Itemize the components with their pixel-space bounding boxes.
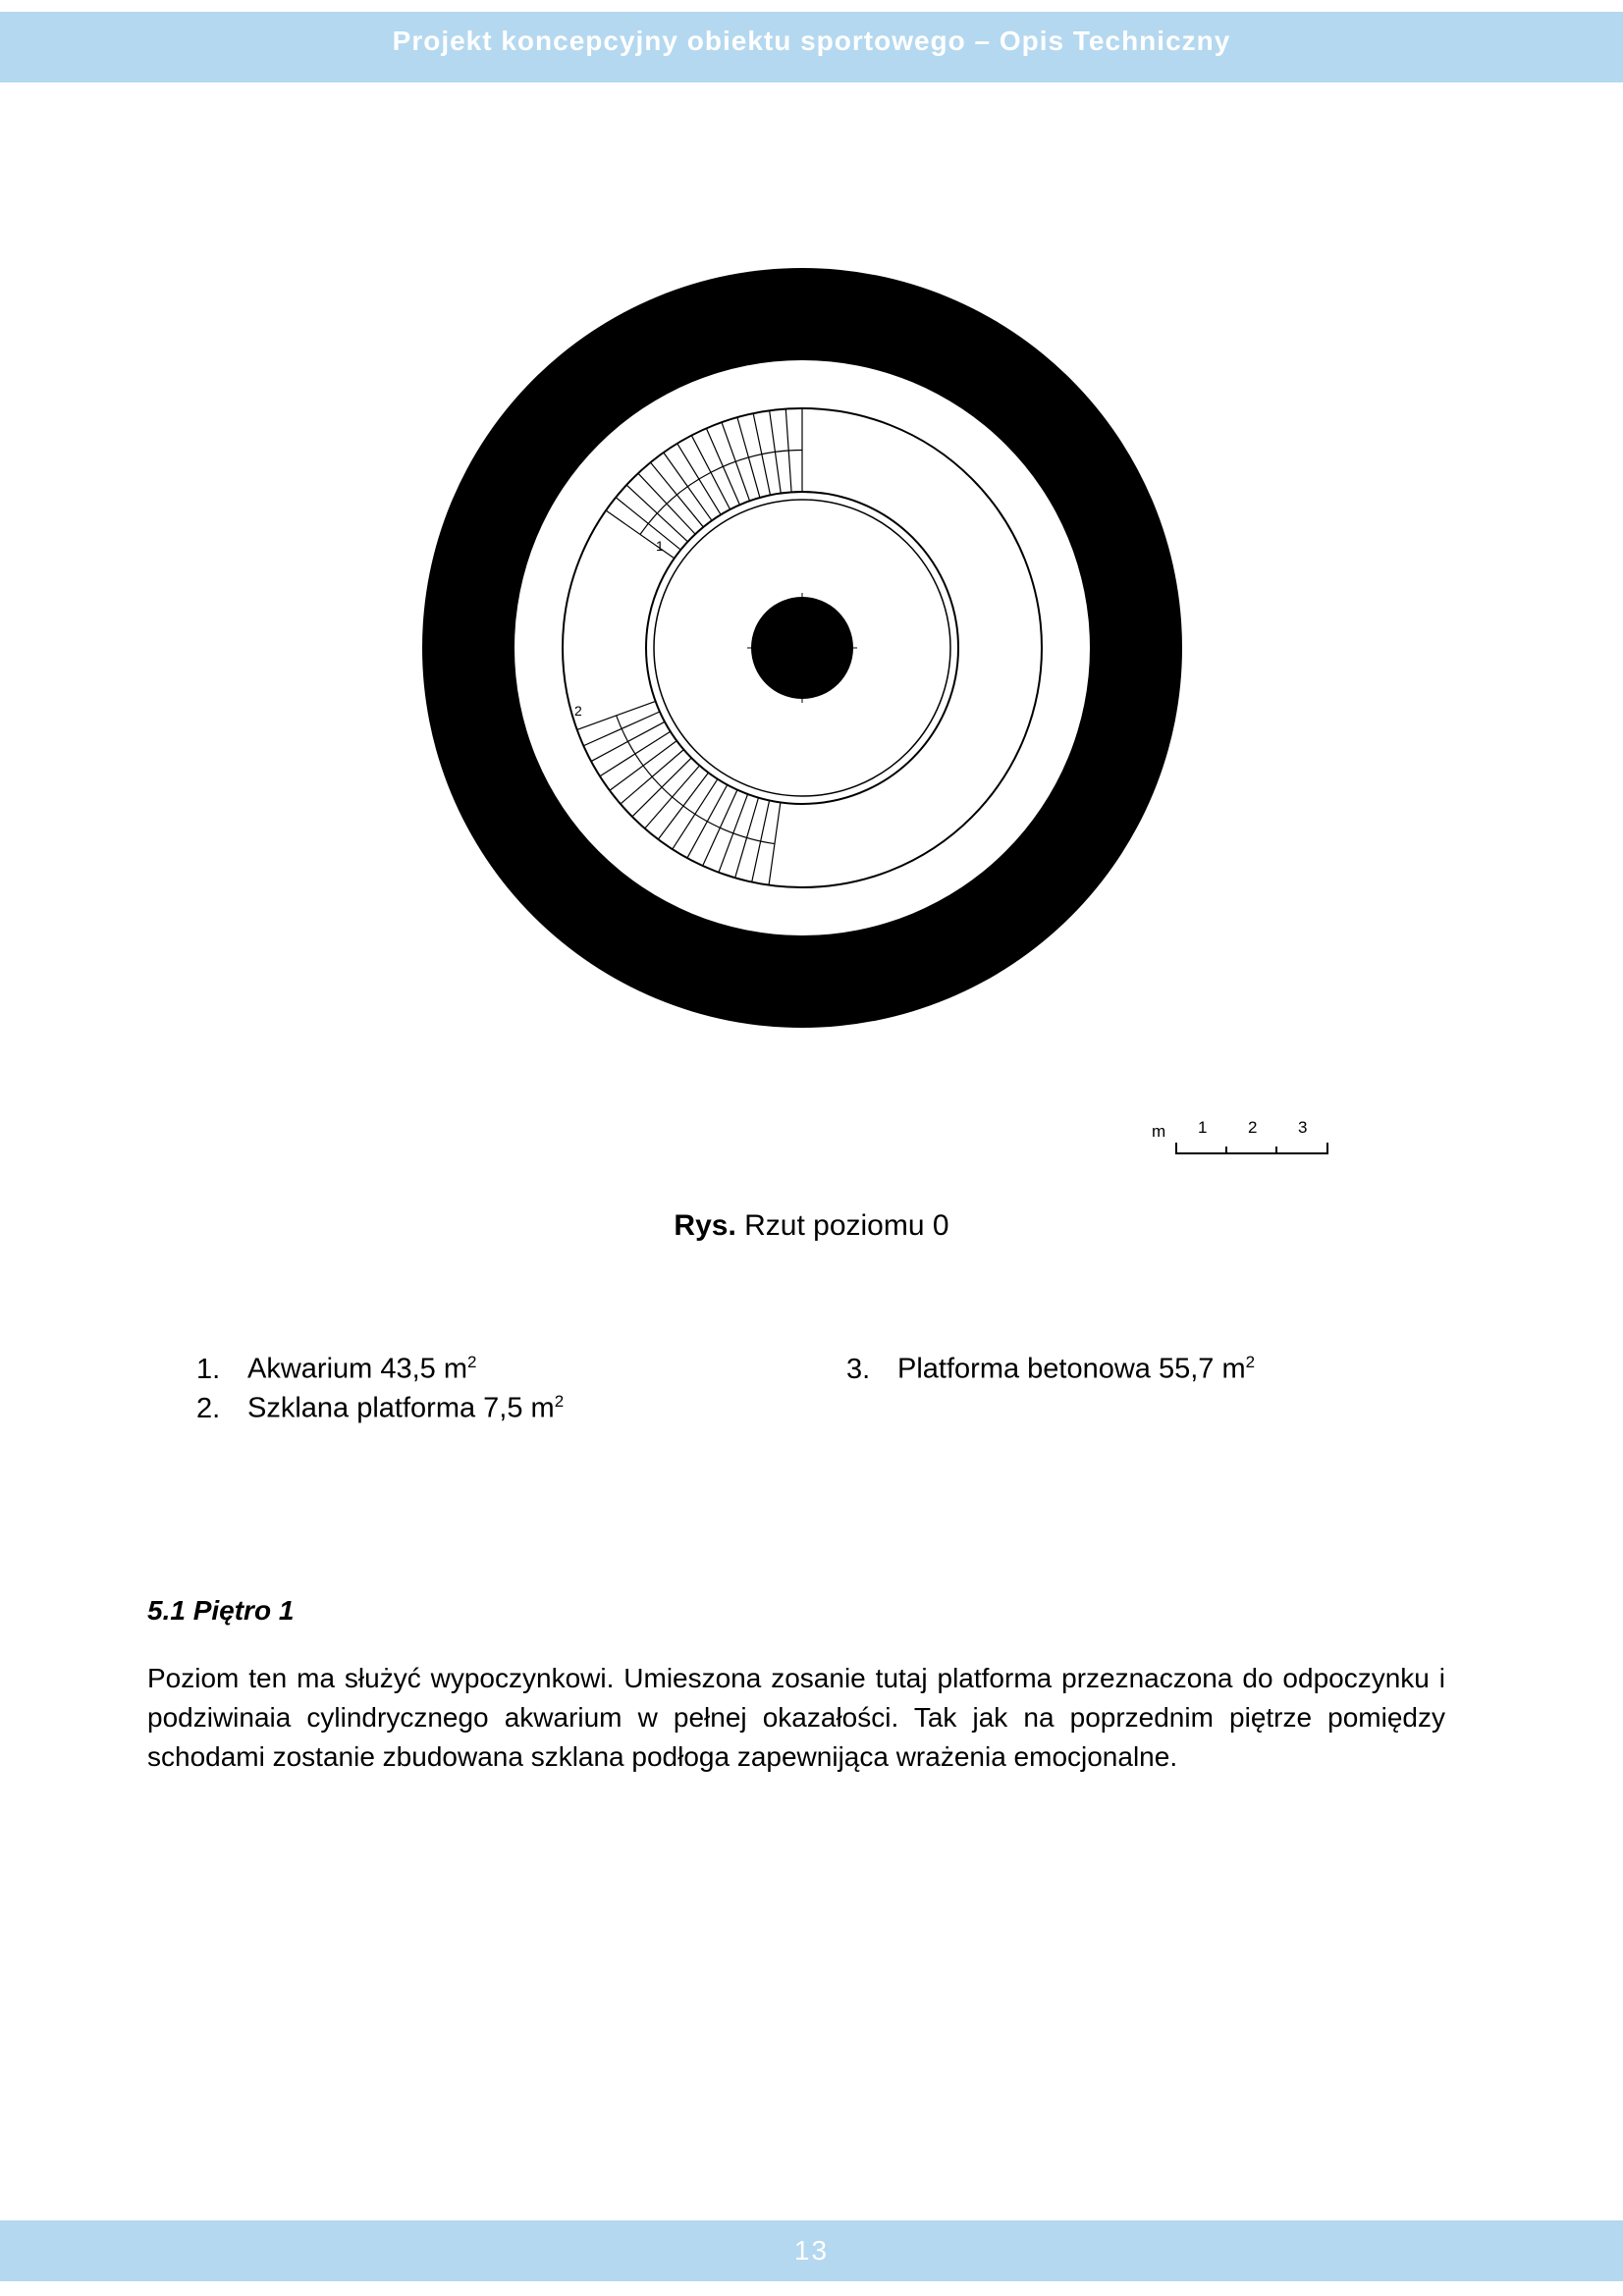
page-number: 13	[793, 2235, 830, 2266]
scale-unit: m	[1152, 1122, 1166, 1141]
floor-plan-drawing	[0, 196, 1623, 1178]
figure-caption	[0, 1209, 1623, 1243]
scale-bar	[1152, 1118, 1327, 1153]
legend-number: 3.	[846, 1353, 871, 1385]
caption-prefix: Rys.	[674, 1209, 736, 1242]
legend-unit-exponent: 2	[554, 1392, 565, 1411]
legend-label: Platforma betonowa 55,7 m	[897, 1353, 1246, 1385]
legend-label: Akwarium 43,5 m	[247, 1353, 468, 1385]
legend-number: 2.	[196, 1392, 221, 1424]
legend-label: Szklana platforma 7,5 m	[247, 1392, 555, 1424]
legend-unit-exponent: 2	[1245, 1353, 1256, 1371]
scale-tick-1: 1	[1198, 1118, 1208, 1137]
room-label-2: 2	[574, 703, 582, 719]
section-heading: 5.1 Piętro 1	[147, 1595, 295, 1626]
legend-item-1	[196, 1353, 476, 1386]
legend-number: 1.	[196, 1353, 221, 1385]
page-header	[0, 12, 1623, 82]
document-title: Projekt koncepcyjny obiektu sportowego – Opis Techniczny	[392, 26, 1231, 56]
section-body-paragraph: Poziom ten ma służyć wypoczynkowi. Umieszona zosanie tutaj platforma przeznaczona do odpoczynku i podziwinaia cylindrycznego akwarium w pełnej okazałości. Tak jak na poprzednim piętrze pomiędzy schodami zostanie zbudowana szklana podłoga zapewnijąca wrażenia emocjonalne.	[147, 1663, 1445, 1772]
room-label-3: 3	[641, 910, 649, 926]
legend-item-3	[846, 1353, 1255, 1386]
legend-unit-exponent: 2	[467, 1353, 477, 1371]
page-footer	[0, 2220, 1623, 2281]
caption-text: Rzut poziomu 0	[735, 1209, 949, 1242]
scale-tick-3: 3	[1298, 1118, 1308, 1137]
scale-tick-2: 2	[1248, 1118, 1258, 1137]
legend-item-2	[196, 1392, 564, 1425]
room-label-1: 1	[656, 538, 664, 554]
